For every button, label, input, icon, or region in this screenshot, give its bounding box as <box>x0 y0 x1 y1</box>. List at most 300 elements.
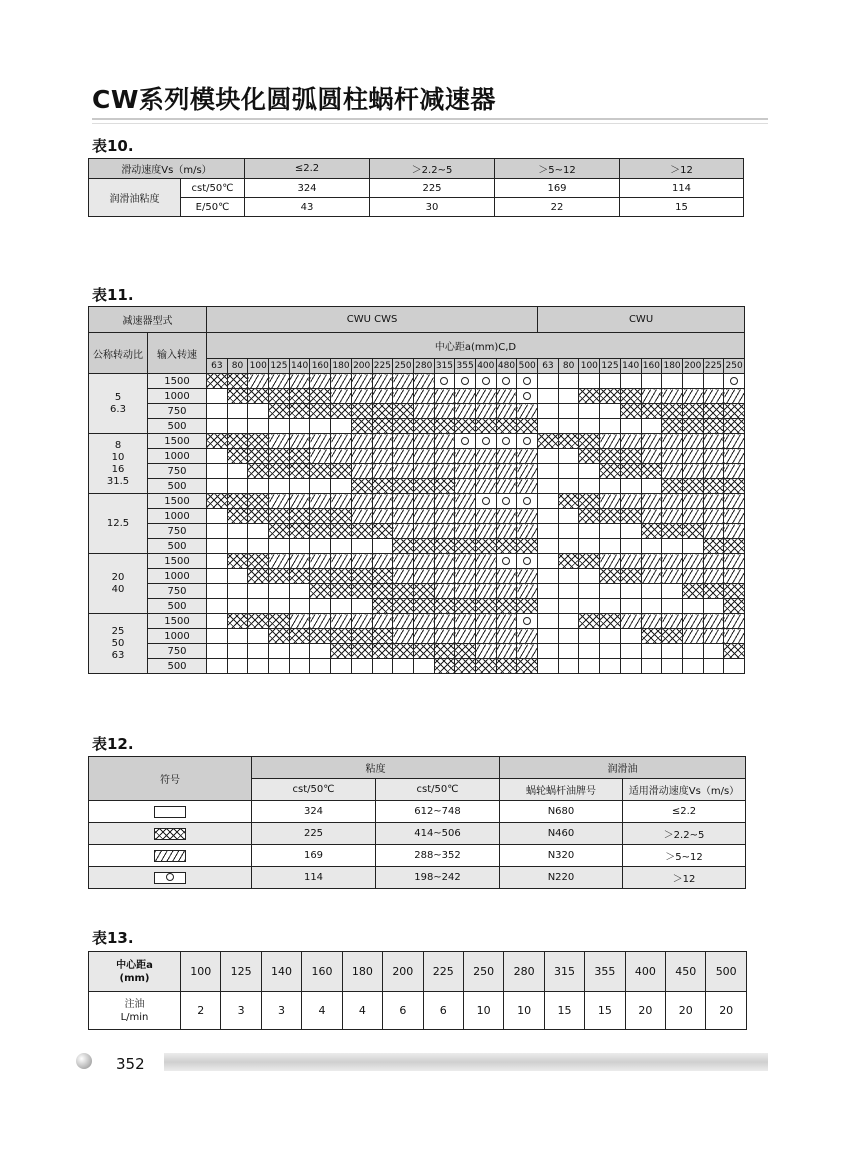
t11-symbol-cell <box>393 419 414 434</box>
t13-dist: 140 <box>261 952 301 992</box>
t13-dist: 160 <box>302 952 342 992</box>
t11-symbol-cell <box>517 524 538 539</box>
t11-dist: 180 <box>331 359 352 374</box>
t11-symbol-cell <box>724 524 745 539</box>
t11-row <box>89 404 745 419</box>
t10-speed: ＞12 <box>620 159 744 179</box>
t11-symbol-cell <box>724 404 745 419</box>
t11-row <box>89 479 745 494</box>
t11-symbol-cell <box>620 449 641 464</box>
t11-symbol-cell <box>310 614 331 629</box>
t11-symbol-cell <box>579 374 600 389</box>
t11-row <box>89 374 745 389</box>
t11-symbol-cell <box>413 659 434 674</box>
t11-symbol-cell <box>393 404 414 419</box>
t11-speed: 750 <box>148 404 207 419</box>
t11-symbol-cell <box>682 464 703 479</box>
t11-symbol-cell <box>207 599 228 614</box>
t11-symbol-cell <box>207 539 228 554</box>
t11-symbol-cell <box>662 629 683 644</box>
t11-symbol-cell <box>703 404 724 419</box>
t11-symbol-cell <box>620 389 641 404</box>
t11-symbol-cell <box>703 434 724 449</box>
t11-symbol-cell <box>455 374 476 389</box>
t11-symbol-cell <box>703 464 724 479</box>
t11-symbol-cell <box>455 569 476 584</box>
t11-symbol-cell <box>351 374 372 389</box>
t11-symbol-cell <box>227 599 248 614</box>
t10-unit: cst/50℃ <box>181 179 245 198</box>
t11-row <box>89 509 745 524</box>
t11-speed: 1000 <box>148 629 207 644</box>
t11-symbol-cell <box>351 389 372 404</box>
t11-symbol-cell <box>331 554 352 569</box>
t11-symbol-cell <box>372 524 393 539</box>
t11-symbol-cell <box>538 569 559 584</box>
t11-symbol-cell <box>538 599 559 614</box>
t11-dist: 125 <box>269 359 290 374</box>
t11-symbol-cell <box>434 644 455 659</box>
t11-row <box>89 569 745 584</box>
t11-symbol-cell <box>434 479 455 494</box>
t11-symbol-cell <box>662 599 683 614</box>
t11-symbol-cell <box>269 449 290 464</box>
t11-symbol-cell <box>227 569 248 584</box>
t11-symbol-cell <box>538 554 559 569</box>
t11-type-header: 减速器型式 <box>89 307 207 333</box>
t11-symbol-cell <box>475 434 496 449</box>
t11-symbol-cell <box>455 464 476 479</box>
t12-symbol-cell <box>89 801 252 823</box>
t12-cst-header: cst/50℃ <box>252 779 376 801</box>
t11-speed: 1000 <box>148 509 207 524</box>
t11-symbol-cell <box>662 479 683 494</box>
t11-symbol-cell <box>517 419 538 434</box>
t12-cst-header: cst/50℃ <box>376 779 500 801</box>
t11-symbol-cell <box>475 389 496 404</box>
t11-symbol-cell <box>227 659 248 674</box>
t11-symbol-cell <box>269 389 290 404</box>
cross-pattern-icon <box>154 828 186 840</box>
t11-symbol-cell <box>620 404 641 419</box>
t11-symbol-cell <box>413 524 434 539</box>
t12-symbol-cell <box>89 823 252 845</box>
t13-dist: 200 <box>383 952 423 992</box>
t11-symbol-cell <box>393 449 414 464</box>
t11-row <box>89 629 745 644</box>
t11-speed: 750 <box>148 644 207 659</box>
t11-symbol-cell <box>703 569 724 584</box>
t13-oil: 6 <box>383 992 423 1030</box>
t11-symbol-cell <box>351 449 372 464</box>
t11-symbol-cell <box>682 419 703 434</box>
t11-symbol-cell <box>331 614 352 629</box>
t11-symbol-cell <box>600 434 621 449</box>
t11-symbol-cell <box>641 659 662 674</box>
t11-symbol-cell <box>434 614 455 629</box>
t11-symbol-cell <box>579 389 600 404</box>
t11-symbol-cell <box>310 479 331 494</box>
t11-dist: 125 <box>600 359 621 374</box>
t11-dist: 160 <box>641 359 662 374</box>
t11-symbol-cell <box>641 569 662 584</box>
t11-ratio-cell <box>89 494 148 554</box>
t11-symbol-cell <box>434 524 455 539</box>
t11-row <box>89 434 745 449</box>
t12-v1: 114 <box>252 867 376 889</box>
t11-symbol-cell <box>558 494 579 509</box>
t11-symbol-cell <box>600 584 621 599</box>
t11-symbol-cell <box>620 569 641 584</box>
t11-symbol-cell <box>351 554 372 569</box>
t11-symbol-cell <box>703 554 724 569</box>
t11-symbol-cell <box>413 494 434 509</box>
t11-symbol-cell <box>434 389 455 404</box>
t13-oil: 10 <box>504 992 544 1030</box>
t11-symbol-cell <box>662 554 683 569</box>
t11-symbol-cell <box>434 584 455 599</box>
t11-symbol-cell <box>351 434 372 449</box>
t11-symbol-cell <box>703 494 724 509</box>
circle-icon <box>166 873 174 881</box>
t13-oil: 3 <box>261 992 301 1030</box>
t11-symbol-cell <box>393 644 414 659</box>
t11-symbol-cell <box>662 374 683 389</box>
t11-symbol-cell <box>310 419 331 434</box>
t11-symbol-cell <box>269 539 290 554</box>
t11-symbol-cell <box>538 509 559 524</box>
t11-symbol-cell <box>475 374 496 389</box>
table-12-label: 表12. <box>92 735 134 753</box>
circle-icon <box>502 437 510 445</box>
t11-symbol-cell <box>496 569 517 584</box>
t11-symbol-cell <box>207 434 228 449</box>
t11-symbol-cell <box>703 599 724 614</box>
t11-symbol-cell <box>393 539 414 554</box>
t11-symbol-cell <box>207 494 228 509</box>
t11-cwucws-header: CWU CWS <box>207 307 538 333</box>
t11-symbol-cell <box>207 644 228 659</box>
t11-symbol-cell <box>682 554 703 569</box>
t11-symbol-cell <box>393 479 414 494</box>
t11-dist: 280 <box>413 359 434 374</box>
t11-symbol-cell <box>413 509 434 524</box>
t11-symbol-cell <box>393 599 414 614</box>
t11-symbol-cell <box>682 404 703 419</box>
t13-oil: 6 <box>423 992 463 1030</box>
t11-symbol-cell <box>372 479 393 494</box>
t11-symbol-cell <box>207 419 228 434</box>
t11-symbol-cell <box>372 404 393 419</box>
t11-symbol-cell <box>227 434 248 449</box>
t11-symbol-cell <box>496 404 517 419</box>
t11-symbol-cell <box>475 464 496 479</box>
t11-ratio: 50 <box>111 637 125 649</box>
t11-symbol-cell <box>331 434 352 449</box>
t11-speed: 500 <box>148 419 207 434</box>
t11-symbol-cell <box>600 374 621 389</box>
t11-symbol-cell <box>372 629 393 644</box>
t10-speed: ≤2.2 <box>245 159 370 179</box>
t11-symbol-cell <box>600 389 621 404</box>
t11-symbol-cell <box>662 389 683 404</box>
t11-dist: 100 <box>579 359 600 374</box>
t11-symbol-cell <box>703 509 724 524</box>
t11-symbol-cell <box>682 509 703 524</box>
t11-symbol-cell <box>538 539 559 554</box>
t11-symbol-cell <box>682 434 703 449</box>
t11-dist: 200 <box>351 359 372 374</box>
t12-vs: ≤2.2 <box>623 801 746 823</box>
t11-dist: 315 <box>434 359 455 374</box>
t11-symbol-cell <box>248 389 269 404</box>
t11-symbol-cell <box>641 599 662 614</box>
t11-dist: 140 <box>289 359 310 374</box>
t11-speed-header: 输入转速 <box>148 333 207 374</box>
t11-symbol-cell <box>641 614 662 629</box>
t11-symbol-cell <box>641 524 662 539</box>
t11-dist: 200 <box>682 359 703 374</box>
t11-symbol-cell <box>558 509 579 524</box>
t11-symbol-cell <box>641 629 662 644</box>
t13-oil: 15 <box>585 992 625 1030</box>
t11-symbol-cell <box>289 419 310 434</box>
t11-symbol-cell <box>538 659 559 674</box>
t11-symbol-cell <box>310 569 331 584</box>
t11-symbol-cell <box>372 389 393 404</box>
t11-dist: 250 <box>724 359 745 374</box>
t10-cell: 169 <box>495 179 620 198</box>
t11-symbol-cell <box>331 419 352 434</box>
t11-symbol-cell <box>662 584 683 599</box>
t13-oil: 3 <box>221 992 261 1030</box>
t11-symbol-cell <box>310 464 331 479</box>
t11-symbol-cell <box>579 419 600 434</box>
t11-ratio: 63 <box>111 649 125 661</box>
t11-symbol-cell <box>455 449 476 464</box>
t11-symbol-cell <box>289 494 310 509</box>
t11-symbol-cell <box>724 494 745 509</box>
t11-ratio: 25 <box>111 625 125 637</box>
t11-symbol-cell <box>620 629 641 644</box>
t11-symbol-cell <box>372 434 393 449</box>
t11-symbol-cell <box>600 509 621 524</box>
t11-symbol-cell <box>413 554 434 569</box>
t11-symbol-cell <box>310 644 331 659</box>
t11-symbol-cell <box>413 629 434 644</box>
t13-oil: 20 <box>625 992 665 1030</box>
t11-symbol-cell <box>496 449 517 464</box>
t11-symbol-cell <box>372 509 393 524</box>
t11-symbol-cell <box>538 644 559 659</box>
t11-symbol-cell <box>496 584 517 599</box>
t11-symbol-cell <box>331 449 352 464</box>
t11-symbol-cell <box>455 599 476 614</box>
t12-brand: N680 <box>500 801 623 823</box>
t11-symbol-cell <box>289 584 310 599</box>
t11-symbol-cell <box>248 434 269 449</box>
t12-v2: 414~506 <box>376 823 500 845</box>
t11-symbol-cell <box>434 374 455 389</box>
t11-symbol-cell <box>310 539 331 554</box>
t11-symbol-cell <box>579 614 600 629</box>
t11-symbol-cell <box>475 569 496 584</box>
t11-cwu-header: CWU <box>538 307 745 333</box>
t11-symbol-cell <box>269 569 290 584</box>
t11-symbol-cell <box>620 464 641 479</box>
t11-symbol-cell <box>455 659 476 674</box>
t11-symbol-cell <box>372 644 393 659</box>
t11-symbol-cell <box>289 614 310 629</box>
t11-symbol-cell <box>248 569 269 584</box>
t11-symbol-cell <box>579 644 600 659</box>
t11-symbol-cell <box>393 614 414 629</box>
t11-symbol-cell <box>393 569 414 584</box>
t11-symbol-cell <box>662 404 683 419</box>
t13-center-header: 中心距a (mm) <box>89 952 181 992</box>
t11-symbol-cell <box>600 554 621 569</box>
t11-symbol-cell <box>517 539 538 554</box>
t11-symbol-cell <box>248 629 269 644</box>
t13-dist: 250 <box>463 952 503 992</box>
t11-symbol-cell <box>641 374 662 389</box>
t11-symbol-cell <box>682 644 703 659</box>
t11-symbol-cell <box>558 434 579 449</box>
circle-icon <box>482 437 490 445</box>
t11-symbol-cell <box>434 494 455 509</box>
t11-symbol-cell <box>372 659 393 674</box>
t11-symbol-cell <box>413 404 434 419</box>
t12-vs-header: 适用滑动速度Vs（m/s） <box>623 779 746 801</box>
t11-symbol-cell <box>331 494 352 509</box>
t11-symbol-cell <box>289 434 310 449</box>
t10-cell: 22 <box>495 198 620 217</box>
t11-dist: 80 <box>558 359 579 374</box>
t11-symbol-cell <box>475 644 496 659</box>
t11-symbol-cell <box>600 419 621 434</box>
t11-symbol-cell <box>662 509 683 524</box>
t12-oil-header: 润滑油 <box>500 757 746 779</box>
t13-oil: 10 <box>463 992 503 1030</box>
t13-dist: 500 <box>706 952 746 992</box>
t11-symbol-cell <box>475 479 496 494</box>
t11-symbol-cell <box>227 479 248 494</box>
t11-symbol-cell <box>517 464 538 479</box>
t11-symbol-cell <box>682 524 703 539</box>
t11-row <box>89 419 745 434</box>
t11-symbol-cell <box>331 599 352 614</box>
t11-symbol-cell <box>227 374 248 389</box>
t11-speed: 500 <box>148 479 207 494</box>
t11-symbol-cell <box>703 419 724 434</box>
t11-symbol-cell <box>269 554 290 569</box>
t11-symbol-cell <box>434 569 455 584</box>
t11-symbol-cell <box>413 599 434 614</box>
t12-row <box>89 845 746 867</box>
t10-speed: ＞5~12 <box>495 159 620 179</box>
t11-symbol-cell <box>351 584 372 599</box>
t11-speed: 500 <box>148 599 207 614</box>
t11-symbol-cell <box>227 494 248 509</box>
circle-icon <box>482 497 490 505</box>
t11-symbol-cell <box>620 539 641 554</box>
t11-symbol-cell <box>517 404 538 419</box>
circle-icon <box>730 377 738 385</box>
t11-symbol-cell <box>207 479 228 494</box>
t11-symbol-cell <box>331 539 352 554</box>
t13-dist: 355 <box>585 952 625 992</box>
t11-symbol-cell <box>269 659 290 674</box>
t11-symbol-cell <box>724 659 745 674</box>
circle-icon <box>523 557 531 565</box>
t11-symbol-cell <box>331 569 352 584</box>
t11-symbol-cell <box>579 434 600 449</box>
t11-symbol-cell <box>662 659 683 674</box>
t11-symbol-cell <box>662 419 683 434</box>
t11-symbol-cell <box>662 614 683 629</box>
t11-symbol-cell <box>620 419 641 434</box>
t11-symbol-cell <box>475 419 496 434</box>
t11-ratio: 8 <box>114 439 122 451</box>
t10-speed-header: 滑动速度Vs（m/s） <box>89 159 245 179</box>
t11-symbol-cell <box>641 584 662 599</box>
t11-symbol-cell <box>703 659 724 674</box>
t11-symbol-cell <box>558 599 579 614</box>
t11-symbol-cell <box>331 629 352 644</box>
t11-ratio-header: 公称转动比 <box>89 333 148 374</box>
t11-symbol-cell <box>248 659 269 674</box>
t11-symbol-cell <box>269 644 290 659</box>
t11-symbol-cell <box>558 614 579 629</box>
t11-symbol-cell <box>269 509 290 524</box>
t11-symbol-cell <box>434 629 455 644</box>
t11-symbol-cell <box>724 449 745 464</box>
t11-symbol-cell <box>682 374 703 389</box>
t11-symbol-cell <box>455 614 476 629</box>
t11-symbol-cell <box>248 509 269 524</box>
t11-symbol-cell <box>600 599 621 614</box>
t11-symbol-cell <box>517 389 538 404</box>
table-13 <box>88 951 747 1030</box>
t11-symbol-cell <box>517 479 538 494</box>
t11-speed: 500 <box>148 539 207 554</box>
t11-symbol-cell <box>724 614 745 629</box>
t11-symbol-cell <box>620 434 641 449</box>
t11-symbol-cell <box>662 494 683 509</box>
t11-symbol-cell <box>475 404 496 419</box>
t11-symbol-cell <box>207 569 228 584</box>
t11-symbol-cell <box>351 494 372 509</box>
t11-symbol-cell <box>517 554 538 569</box>
t11-symbol-cell <box>579 584 600 599</box>
t11-symbol-cell <box>289 509 310 524</box>
t11-symbol-cell <box>724 434 745 449</box>
t11-symbol-cell <box>620 479 641 494</box>
t11-symbol-cell <box>248 479 269 494</box>
t11-symbol-cell <box>579 524 600 539</box>
t11-symbol-cell <box>413 644 434 659</box>
circle-icon <box>502 497 510 505</box>
t11-symbol-cell <box>579 464 600 479</box>
blank-pattern-icon <box>154 806 186 818</box>
t11-ratio: 31.5 <box>106 475 130 487</box>
t11-symbol-cell <box>289 659 310 674</box>
t12-vs: ＞5~12 <box>623 845 746 867</box>
t11-symbol-cell <box>682 479 703 494</box>
t11-symbol-cell <box>331 584 352 599</box>
t11-symbol-cell <box>703 389 724 404</box>
t11-symbol-cell <box>496 419 517 434</box>
